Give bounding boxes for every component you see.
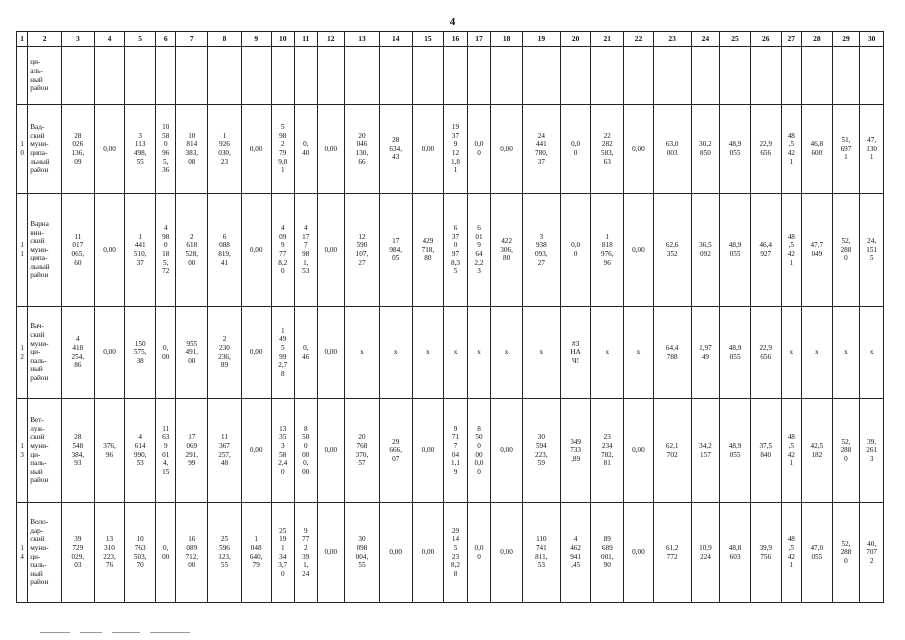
column-header: 12: [317, 32, 345, 47]
row-number: 1 0: [17, 105, 28, 194]
column-header: 6: [156, 32, 176, 47]
table-cell: 3 938 093, 27: [522, 194, 560, 307]
table-cell: 10,9 224: [691, 503, 720, 603]
table-cell: 11 367 257, 48: [208, 399, 242, 503]
table-cell: 61,2 772: [653, 503, 691, 603]
table-cell: 110 741 811, 53: [522, 503, 560, 603]
data-table: [16, 31, 884, 603]
table-cell: 0,00: [491, 503, 523, 603]
column-header: 27: [781, 32, 801, 47]
table-cell: 48 ,5 42 1: [781, 105, 801, 194]
table-cell: [781, 47, 801, 105]
table-cell: 47,7 049: [802, 194, 833, 307]
column-header: 8: [208, 32, 242, 47]
column-header: 2: [28, 32, 62, 47]
table-cell: 48,9 055: [720, 307, 751, 399]
table-cell: 25 19 1 34 3,7 0: [271, 503, 295, 603]
table-cell: 0,00: [317, 307, 345, 399]
table-cell: 1 926 030, 23: [208, 105, 242, 194]
table-cell: [467, 47, 491, 105]
table-cell: 0,00: [94, 194, 125, 307]
page-number: 4: [449, 16, 456, 28]
table-cell: 0,00: [491, 399, 523, 503]
table-cell: 52, 288 0: [832, 503, 860, 603]
table-cell: 0,00: [317, 399, 345, 503]
table-cell: 1 49 5 99 2,7 8: [271, 307, 295, 399]
table-cell: 89 689 001, 90: [591, 503, 624, 603]
table-cell: 22,9 656: [750, 307, 781, 399]
table-cell: 30 594 223, 59: [522, 399, 560, 503]
table-cell: [295, 47, 317, 105]
district-name: Вач- ский муни- ци- паль- ный район: [28, 307, 62, 399]
table-cell: 0,0 0: [467, 105, 491, 194]
table-cell: 62,1 702: [653, 399, 691, 503]
table-cell: 4 98 0 18 5, 72: [156, 194, 176, 307]
table-cell: 3 113 498, 55: [125, 105, 156, 194]
table-cell: 20 768 370, 57: [345, 399, 380, 503]
table-cell: 0,00: [412, 503, 444, 603]
column-header: 15: [412, 32, 444, 47]
district-name: Варна вин- ский муни- ципа- льный район: [28, 194, 62, 307]
table-cell: [379, 47, 412, 105]
table-cell: 422 306, 80: [491, 194, 523, 307]
district-name: Воло- дар- ский муни- ци- паль- ный район: [28, 503, 62, 603]
table-cell: 17 984, 05: [379, 194, 412, 307]
table-cell: х: [860, 307, 884, 399]
column-header: 29: [832, 32, 860, 47]
table-cell: 5 98 2 79 9,8 1: [271, 105, 295, 194]
table-cell: 349 733 ,89: [560, 399, 591, 503]
table-cell: 48 ,5 42 1: [781, 399, 801, 503]
table-cell: 1 048 640, 79: [241, 503, 271, 603]
table-cell: [317, 47, 345, 105]
table-cell: 0,00: [624, 503, 654, 603]
table-cell: 4 462 941 ,45: [560, 503, 591, 603]
column-header: 19: [522, 32, 560, 47]
table-cell: 0,0 0: [560, 194, 591, 307]
column-header: 26: [750, 32, 781, 47]
table-cell: 47,0 055: [802, 503, 833, 603]
footer-scan-marks: [0, 632, 905, 635]
table-cell: 0,00: [412, 399, 444, 503]
column-header: 22: [624, 32, 654, 47]
column-header: 25: [720, 32, 751, 47]
table-cell: 48,8 603: [720, 503, 751, 603]
table-cell: х: [467, 307, 491, 399]
table-cell: [802, 47, 833, 105]
table-cell: [750, 47, 781, 105]
table-row: [17, 307, 884, 399]
table-cell: [345, 47, 380, 105]
table-cell: 48,9 055: [720, 399, 751, 503]
table-cell: 150 575, 38: [125, 307, 156, 399]
table-cell: 37,5 840: [750, 399, 781, 503]
column-header: 28: [802, 32, 833, 47]
table-cell: 42,5 182: [802, 399, 833, 503]
table-cell: 17 069 291, 99: [176, 399, 208, 503]
table-cell: [271, 47, 295, 105]
table-cell: 64,4 788: [653, 307, 691, 399]
row-number: 1 2: [17, 307, 28, 399]
table-cell: 0,00: [624, 194, 654, 307]
table-cell: 0, 00: [156, 503, 176, 603]
column-header: 3: [61, 32, 94, 47]
table-cell: 955 491, 00: [176, 307, 208, 399]
table-cell: 0,00: [317, 194, 345, 307]
table-cell: 0, 46: [295, 307, 317, 399]
table-cell: [522, 47, 560, 105]
table-cell: 48 ,5 42 1: [781, 194, 801, 307]
column-header: 11: [295, 32, 317, 47]
table-row: [17, 105, 884, 194]
table-cell: 0,00: [412, 105, 444, 194]
column-header: 9: [241, 32, 271, 47]
table-cell: 4 614 990, 53: [125, 399, 156, 503]
table-cell: 25 596 123, 55: [208, 503, 242, 603]
table-cell: 39 729 029, 03: [61, 503, 94, 603]
table-cell: 34,2 157: [691, 399, 720, 503]
table-cell: х: [591, 307, 624, 399]
table-cell: 6 01 9 64 2,2 3: [467, 194, 491, 307]
table-cell: [125, 47, 156, 105]
table-cell: 40, 707 2: [860, 503, 884, 603]
table-cell: 6 088 819, 41: [208, 194, 242, 307]
table-cell: 13 310 223, 76: [94, 503, 125, 603]
table-cell: х: [491, 307, 523, 399]
column-header: 18: [491, 32, 523, 47]
table-cell: 16 089 712, 00: [176, 503, 208, 603]
table-cell: 0,00: [317, 105, 345, 194]
table-cell: 0,00: [624, 105, 654, 194]
table-cell: [208, 47, 242, 105]
table-cell: 0,00: [241, 399, 271, 503]
table-cell: 4 418 254, 86: [61, 307, 94, 399]
table-cell: 30 098 004, 55: [345, 503, 380, 603]
table-cell: 28 548 384, 93: [61, 399, 94, 503]
table-cell: х: [345, 307, 380, 399]
table-cell: 51, 697 1: [832, 105, 860, 194]
table-cell: [491, 47, 523, 105]
table-cell: 11 63 9 01 4, 15: [156, 399, 176, 503]
table-cell: 8 50 0 00 0, 00: [295, 399, 317, 503]
table-cell: 0,00: [491, 105, 523, 194]
table-row: [17, 47, 884, 105]
table-cell: [691, 47, 720, 105]
table-cell: 2 230 236, 89: [208, 307, 242, 399]
table-cell: 0, 40: [295, 105, 317, 194]
table-cell: 0,00: [94, 105, 125, 194]
table-cell: [61, 47, 94, 105]
table-cell: 0,00: [241, 307, 271, 399]
column-header: 7: [176, 32, 208, 47]
table-cell: 52, 288 0: [832, 194, 860, 307]
table-cell: х: [444, 307, 468, 399]
table-cell: 39, 261 3: [860, 399, 884, 503]
header-row: [17, 32, 884, 47]
table-cell: 0, 00: [156, 307, 176, 399]
row-number: 1 3: [17, 399, 28, 503]
table-cell: [560, 47, 591, 105]
column-header: 17: [467, 32, 491, 47]
table-cell: 1,97 49: [691, 307, 720, 399]
table-cell: [591, 47, 624, 105]
table-cell: 22 282 583, 63: [591, 105, 624, 194]
column-header: 24: [691, 32, 720, 47]
column-header: 1: [17, 32, 28, 47]
table-cell: 29 666, 07: [379, 399, 412, 503]
table-cell: 48 ,5 42 1: [781, 503, 801, 603]
table-cell: 12 590 107, 27: [345, 194, 380, 307]
row-number: 1 1: [17, 194, 28, 307]
table-cell: 46,8 600: [802, 105, 833, 194]
column-header: 5: [125, 32, 156, 47]
table-cell: 62,6 352: [653, 194, 691, 307]
table-cell: 0,00: [94, 307, 125, 399]
column-header: 16: [444, 32, 468, 47]
table-cell: 22,9 656: [750, 105, 781, 194]
column-header: 10: [271, 32, 295, 47]
table-cell: 28 634, 43: [379, 105, 412, 194]
table-cell: 6 37 0 97 8,3 5: [444, 194, 468, 307]
table-cell: 36,5 092: [691, 194, 720, 307]
table-cell: 0,00: [241, 105, 271, 194]
table-cell: 46,4 927: [750, 194, 781, 307]
table-cell: 48,9 055: [720, 194, 751, 307]
table-cell: [156, 47, 176, 105]
table-cell: 29 14 5 23 8,2 8: [444, 503, 468, 603]
table-cell: 10 58 0 96 5, 36: [156, 105, 176, 194]
table-cell: 20 046 130, 66: [345, 105, 380, 194]
district-name: Вад- ский муни- ципа- льный район: [28, 105, 62, 194]
district-name: Вет- луж- ский муни- ци- паль- ный район: [28, 399, 62, 503]
table-cell: 2 618 528, 00: [176, 194, 208, 307]
table-cell: [412, 47, 444, 105]
table-cell: х: [802, 307, 833, 399]
table-cell: х: [832, 307, 860, 399]
table-cell: 0,0 0: [467, 503, 491, 603]
table-cell: х: [379, 307, 412, 399]
table-cell: [624, 47, 654, 105]
table-cell: [241, 47, 271, 105]
column-header: 13: [345, 32, 380, 47]
table-cell: 63,0 003: [653, 105, 691, 194]
column-header: 21: [591, 32, 624, 47]
table-cell: [444, 47, 468, 105]
table-cell: 10 763 503, 70: [125, 503, 156, 603]
column-header: 30: [860, 32, 884, 47]
table-cell: 24 441 780, 37: [522, 105, 560, 194]
table-cell: 47, 130 1: [860, 105, 884, 194]
table-cell: 48,9 055: [720, 105, 751, 194]
table-cell: [860, 47, 884, 105]
table-row: [17, 194, 884, 307]
table-cell: 429 718, 80: [412, 194, 444, 307]
district-name: ци- аль- ный район: [28, 47, 62, 105]
table-cell: 10 814 383, 08: [176, 105, 208, 194]
table-cell: 8 50 0 00 0,0 0: [467, 399, 491, 503]
table-cell: 0,00: [624, 399, 654, 503]
column-header: 4: [94, 32, 125, 47]
table-cell: 1 441 510, 37: [125, 194, 156, 307]
table-cell: 30,2 850: [691, 105, 720, 194]
table-cell: 39,9 756: [750, 503, 781, 603]
table-cell: #З НА Ч!: [560, 307, 591, 399]
table-cell: 376, 96: [94, 399, 125, 503]
table-cell: 9 71 7 04 1,1 9: [444, 399, 468, 503]
table-cell: 0,00: [317, 503, 345, 603]
table-cell: 24, 151 5: [860, 194, 884, 307]
table-cell: 0,0 0: [560, 105, 591, 194]
table-cell: 9 77 2 39 1, 24: [295, 503, 317, 603]
table-cell: 28 026 136, 09: [61, 105, 94, 194]
table-cell: 19 37 9 12 1,8 1: [444, 105, 468, 194]
column-header: 23: [653, 32, 691, 47]
table-row: [17, 399, 884, 503]
column-header: 20: [560, 32, 591, 47]
table-cell: х: [522, 307, 560, 399]
table-cell: 4 17 7 98 1, 53: [295, 194, 317, 307]
table-row: [17, 503, 884, 603]
table-cell: 4 09 9 77 8,2 0: [271, 194, 295, 307]
table-cell: 0,00: [379, 503, 412, 603]
row-number: [17, 47, 28, 105]
table-cell: 11 017 065, 60: [61, 194, 94, 307]
table-cell: 13 35 3 58 2,4 0: [271, 399, 295, 503]
table-cell: х: [781, 307, 801, 399]
table-cell: х: [412, 307, 444, 399]
table-cell: [94, 47, 125, 105]
column-header: 14: [379, 32, 412, 47]
table-cell: 23 234 782, 81: [591, 399, 624, 503]
table-cell: [832, 47, 860, 105]
table-cell: 52, 288 0: [832, 399, 860, 503]
table-cell: [720, 47, 751, 105]
table-cell: х: [624, 307, 654, 399]
row-number: 1 4: [17, 503, 28, 603]
table-cell: 1 818 976, 96: [591, 194, 624, 307]
table-cell: [176, 47, 208, 105]
table-cell: 0,00: [241, 194, 271, 307]
table-cell: [653, 47, 691, 105]
